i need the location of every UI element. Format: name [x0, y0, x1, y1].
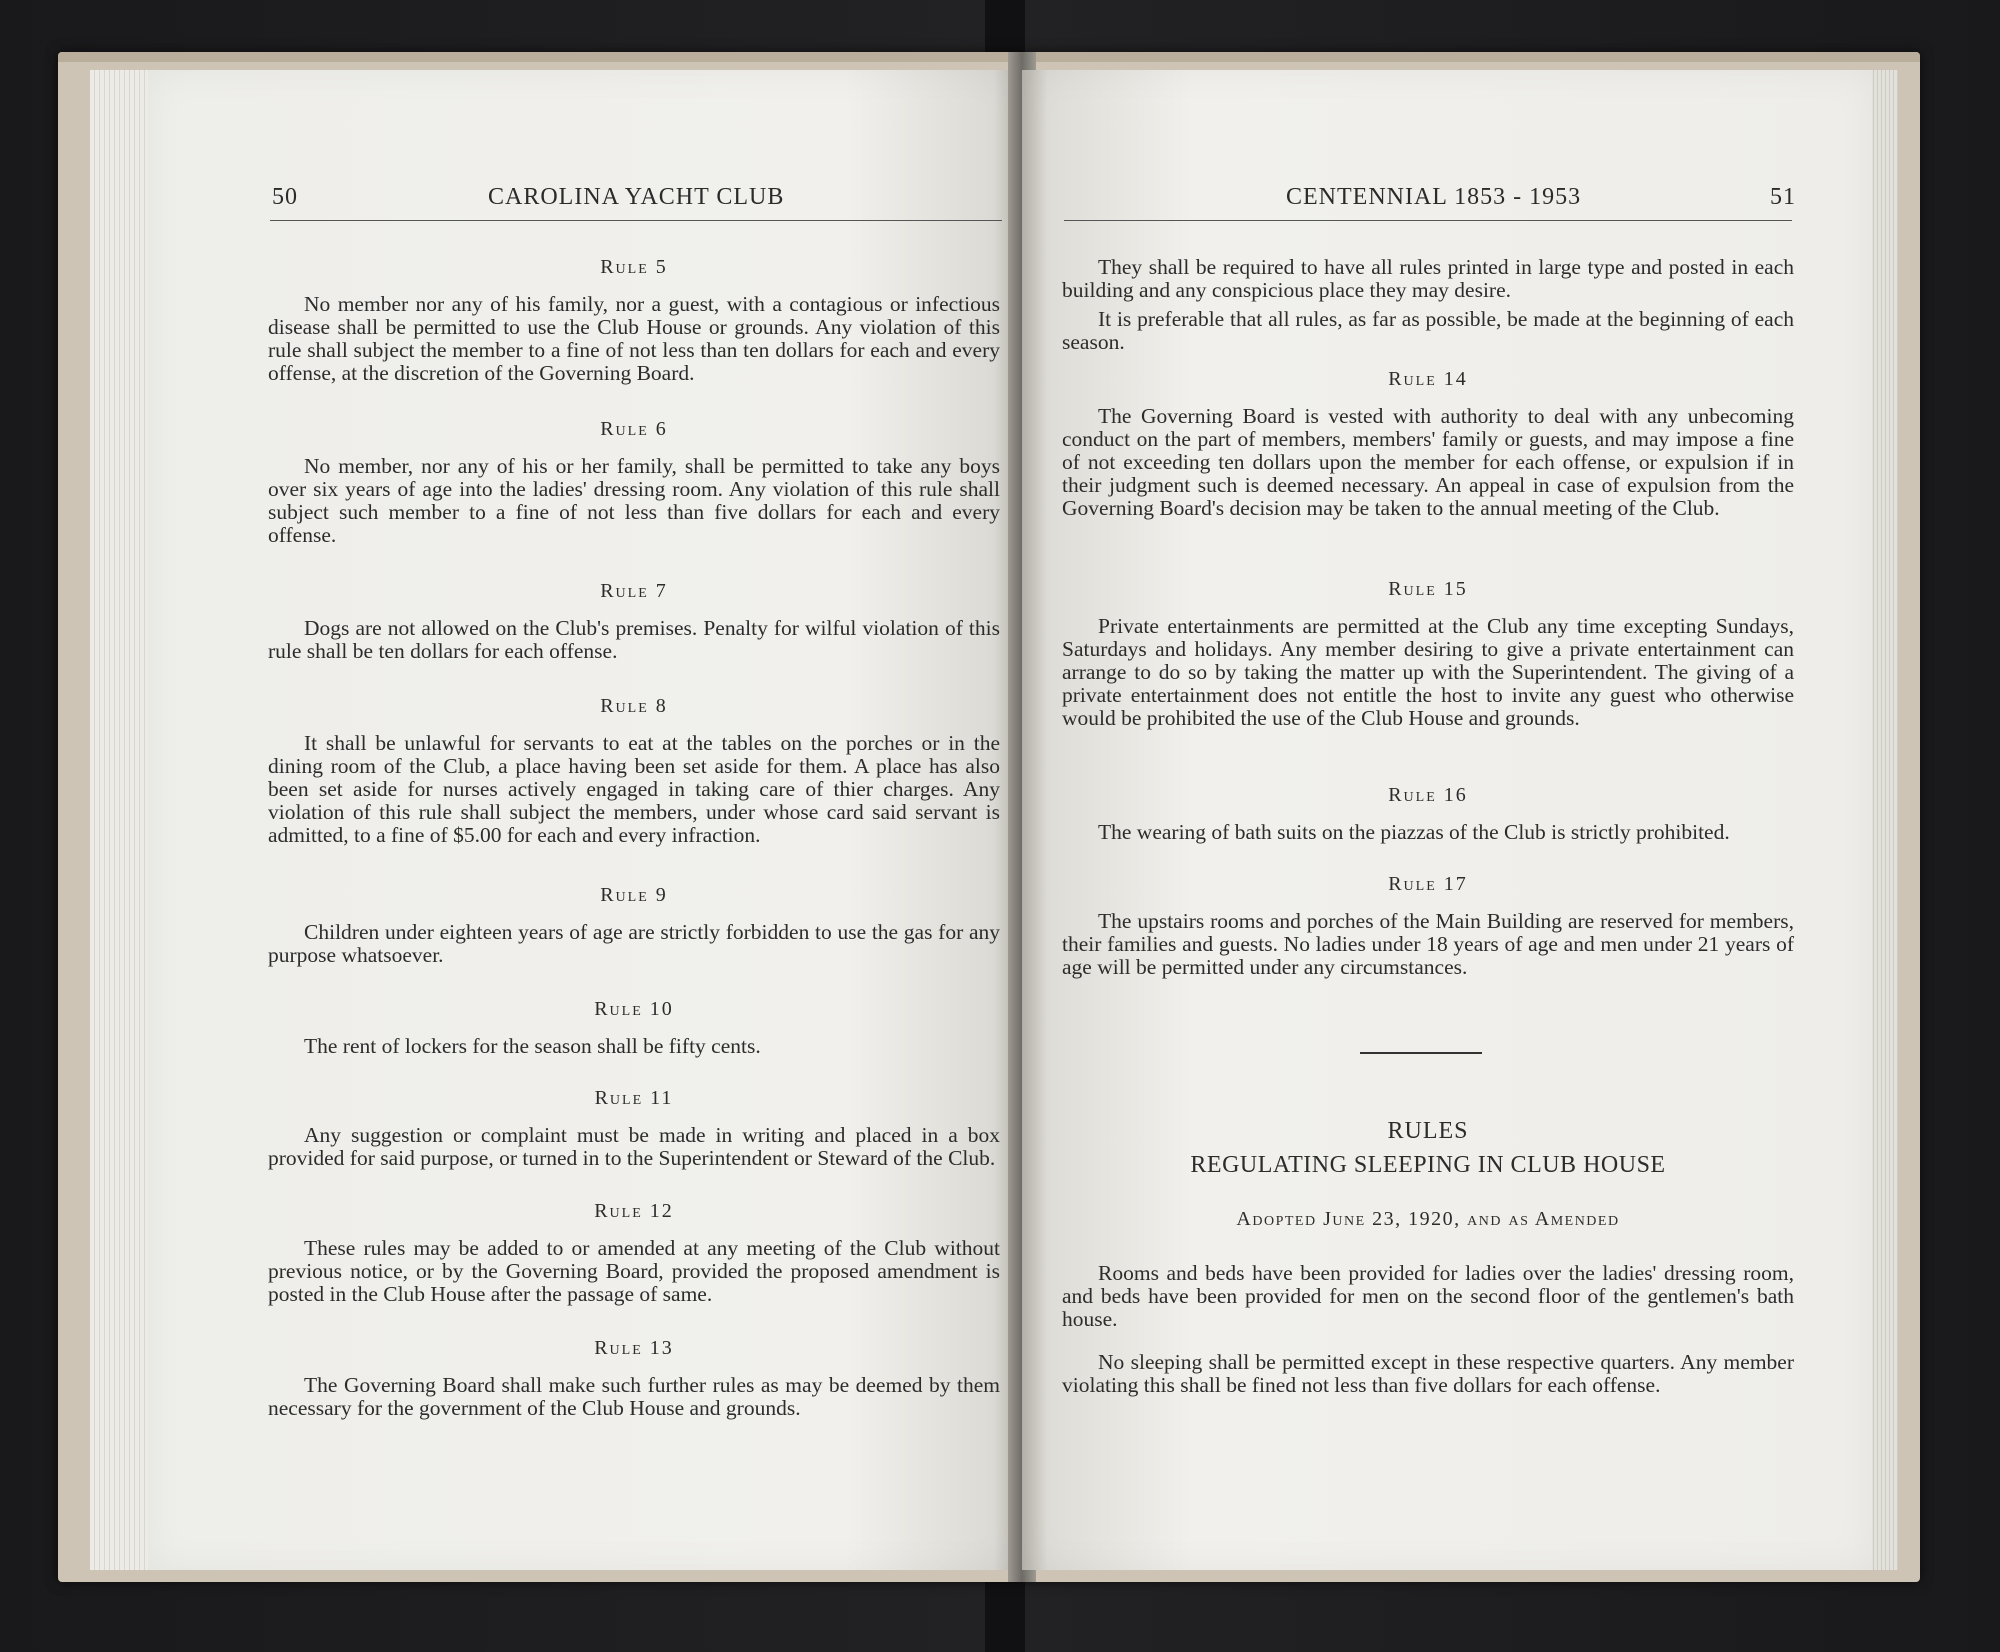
- rule-17: [1062, 873, 1794, 979]
- sleeping-rules: [1062, 1262, 1794, 1397]
- rule-text: The Governing Board is vested with authority to deal with any unbecoming conduct on the part of members, members' family or guests, and may impose a fine of not exceeding ten dollars upon the member for each offense, or expulsion if in their judgment such is deemed necessary. An appeal in case of expulsion from the Governing Board's decision may be taken to the annual meeting of the Club.: [1062, 404, 1794, 520]
- rule-heading: Rule 15: [1388, 578, 1468, 600]
- rule-7: [268, 580, 1000, 663]
- left-running-head: CAROLINA YACHT CLUB: [488, 184, 785, 210]
- rule-6: [268, 418, 1000, 547]
- rule-14: [1062, 368, 1794, 520]
- rule-5: [268, 256, 1000, 385]
- rule-heading: Rule 12: [594, 1200, 674, 1222]
- cover-edge: [58, 52, 1920, 62]
- rule-12: [268, 1200, 1000, 1306]
- adopted-line: Adopted June 23, 1920, and as Amended: [1236, 1208, 1620, 1230]
- paragraph: Rooms and beds have been provided for ladies over the ladies' dressing room, and beds have been provided for men on the second floor of the gentlemen's bath house.: [1062, 1261, 1794, 1331]
- section-subtitle: REGULATING SLEEPING IN CLUB HOUSE: [1190, 1152, 1666, 1178]
- rule-heading: Rule 5: [600, 256, 668, 278]
- rule-text: The rent of lockers for the season shall be fifty cents.: [304, 1034, 761, 1058]
- paragraph: They shall be required to have all rules printed in large type and posted in each building and any conspicious place they may desire.: [1062, 255, 1794, 302]
- paragraph: No sleeping shall be permitted except in these respective quarters. Any member violating this shall be fined not less than five dollars for each offense.: [1062, 1350, 1794, 1397]
- section-title: RULES: [1387, 1118, 1469, 1144]
- rule-15: [1062, 578, 1794, 730]
- rule-heading: Rule 6: [600, 418, 668, 440]
- rule-text: The upstairs rooms and porches of the Main Building are reserved for members, their families and guests. No ladies under 18 years of age and men under 21 years of age will be permitted under any circumstances.: [1062, 909, 1794, 979]
- left-header-rule: [270, 220, 1002, 221]
- section-divider: [1360, 1052, 1482, 1054]
- rule-text: The Governing Board shall make such further rules as may be deemed by them necessary for the government of the Club House and grounds.: [268, 1373, 1000, 1420]
- rule-text: Dogs are not allowed on the Club's premises. Penalty for wilful violation of this rule shall be ten dollars for each offense.: [268, 616, 1000, 663]
- rule-heading: Rule 14: [1388, 368, 1468, 390]
- rule-heading: Rule 10: [594, 998, 674, 1020]
- right-page-number: 51: [1770, 184, 1796, 210]
- rule-text: Any suggestion or complaint must be made in writing and placed in a box provided for said purpose, or turned in to the Superintendent or Steward of the Club.: [268, 1123, 1000, 1170]
- rule-heading: Rule 13: [594, 1337, 674, 1359]
- rule-11: [268, 1087, 1000, 1170]
- rule-heading: Rule 9: [600, 884, 668, 906]
- rule-8: [268, 695, 1000, 847]
- rule-13-continuation: [1062, 256, 1794, 354]
- paragraph: It is preferable that all rules, as far as possible, be made at the beginning of each season.: [1062, 307, 1794, 354]
- binding-bottom: [985, 1575, 1025, 1652]
- right-header-rule: [1064, 220, 1792, 221]
- right-running-head: CENTENNIAL 1853 - 1953: [1286, 184, 1582, 210]
- left-page-number: 50: [272, 184, 298, 210]
- rule-heading: Rule 11: [594, 1087, 674, 1109]
- rule-9: [268, 884, 1000, 967]
- rule-heading: Rule 16: [1388, 784, 1468, 806]
- rule-text: It shall be unlawful for servants to eat at the tables on the porches or in the dining room of the Club, a place having been set aside for them. A place has also been set aside for nurses actively engaged in taking care of thier charges. Any violation of this rule shall subject the members, under whose card said servant is admitted, to a fine of $5.00 for each and every infraction.: [268, 731, 1000, 847]
- rule-16: [1062, 784, 1794, 844]
- rule-text: No member, nor any of his or her family, shall be permitted to take any boys over six years of age into the ladies' dressing room. Any violation of this rule shall subject such member to a fine of not less than five dollars for each and every offense.: [268, 454, 1000, 547]
- rule-text: These rules may be added to or amended at any meeting of the Club without previous notice, or by the Governing Board, provided the proposed amendment is posted in the Club House after the passage of same.: [268, 1236, 1000, 1306]
- rule-13: [268, 1337, 1000, 1420]
- rule-text: Private entertainments are permitted at the Club any time excepting Sundays, Saturdays and holidays. Any member desiring to give a private entertainment can arrange to do so by taking the matter up with the Superintendent. The giving of a private entertainment does not entitle the host to invite any guest who otherwise would be prohibited the use of the Club House and grounds.: [1062, 614, 1794, 730]
- page-edges-right: [1870, 70, 1898, 1570]
- rule-10: [268, 998, 1000, 1058]
- rule-text: The wearing of bath suits on the piazzas of the Club is strictly prohibited.: [1098, 820, 1730, 844]
- rule-heading: Rule 17: [1388, 873, 1468, 895]
- page-edges-left: [90, 70, 150, 1570]
- rule-heading: Rule 7: [600, 580, 668, 602]
- rule-heading: Rule 8: [600, 695, 668, 717]
- rule-text: Children under eighteen years of age are strictly forbidden to use the gas for any purpose whatsoever.: [268, 920, 1000, 967]
- rule-text: No member nor any of his family, nor a guest, with a contagious or infectious disease shall be permitted to use the Club House or grounds. Any violation of this rule shall subject the member to a fine of not less than ten dollars for each and every offense, at the discretion of the Governing Board.: [268, 292, 1000, 385]
